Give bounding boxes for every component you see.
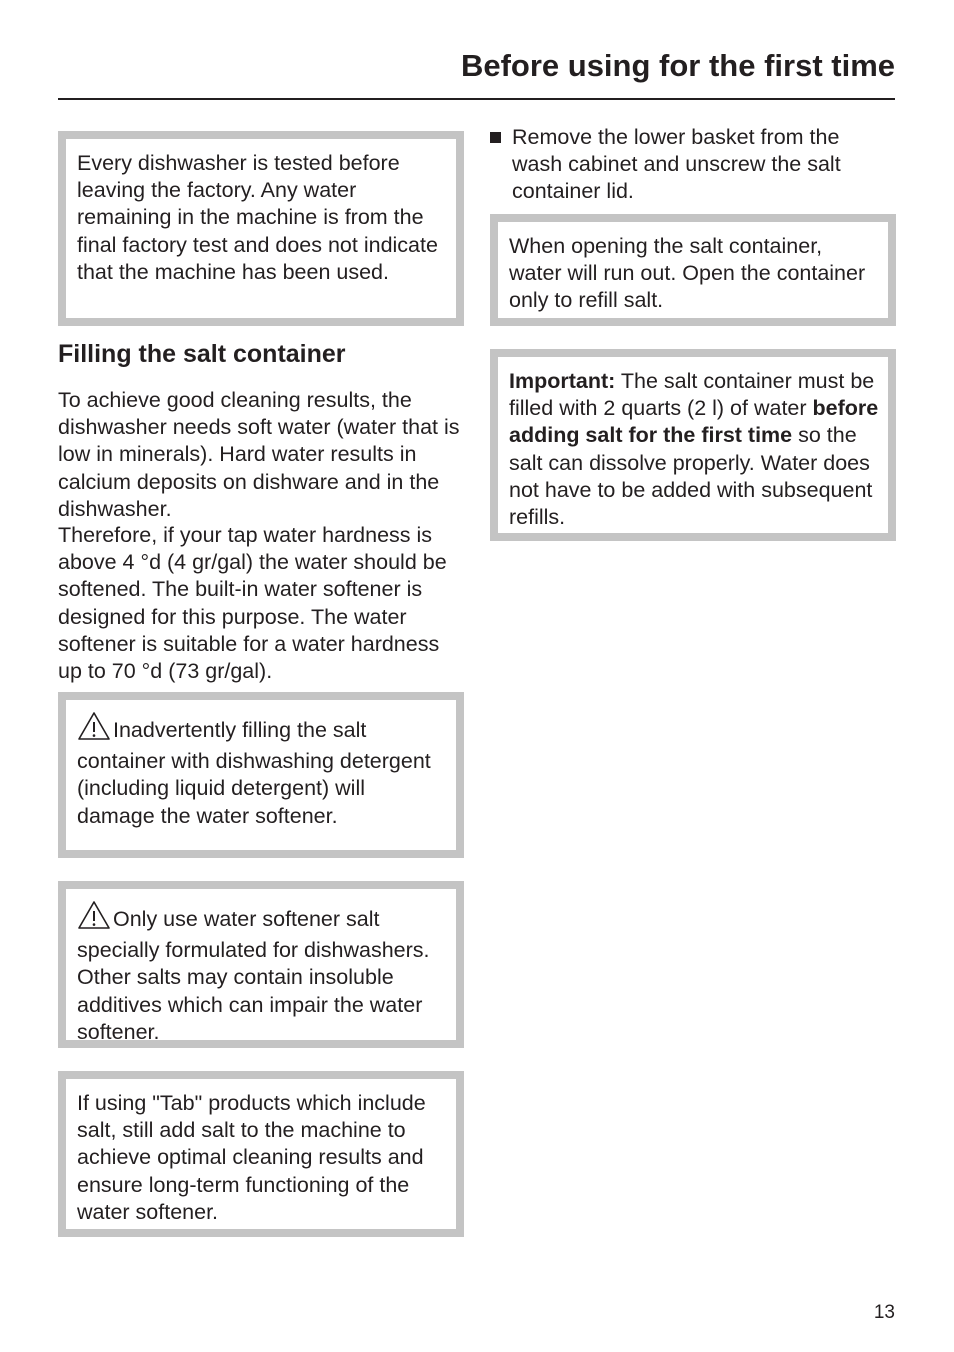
page-number: 13 (873, 1302, 895, 1323)
important-note (490, 349, 896, 541)
list-item (490, 124, 890, 206)
opening-container-note (490, 214, 896, 326)
tab-products-note (58, 1071, 464, 1237)
salt-type-warning (58, 881, 464, 1048)
detergent-warning (58, 692, 464, 858)
opening-container-note-text: When opening the salt container, water will run out. Open the container only to refill salt. (509, 234, 866, 313)
important-bold-text: before adding salt for the first time (509, 396, 879, 448)
section-heading: Filling the salt container (58, 340, 346, 368)
page-title: Before using for the first time (460, 48, 895, 83)
steps-list (490, 124, 890, 206)
tab-products-note-text: If using "Tab" products which include salt, still add salt to the machine to achieve optimal cleaning results and ensure long-term functioning of the water softener. (77, 1091, 426, 1224)
hardness-paragraph: Therefore, if your tap water hardness is above 4 °d (4 gr/gal) the water should be softened. The built-in water softener is designed for this purpose. The water softener is suitable for a water hardness up to 70 °d (73 gr/gal). (58, 523, 447, 684)
detergent-warning-text: Inadvertently filling the salt container with dishwashing detergent (including liquid detergent) will damage the water softener. (77, 718, 431, 828)
factory-test-note-text: Every dishwasher is tested before leaving the factory. Any water remaining in the machine is from the final factory test and does not indicate that the machine has been used. (77, 151, 438, 284)
step-text: Remove the lower basket from the wash cabinet and unscrew the salt container lid. (512, 125, 841, 204)
warning-triangle-icon (77, 900, 111, 937)
important-text-1: The salt container must be filled with 2 quarts (2 l) of water (509, 369, 875, 421)
important-text-2: so the salt can dissolve properly. Water does not have to be added with subsequent refills. (509, 423, 873, 530)
warning-triangle-icon (77, 711, 111, 748)
square-bullet-icon (490, 132, 501, 143)
intro-paragraph: To achieve good cleaning results, the dishwasher needs soft water (water that is low in minerals). Hard water results in calcium deposits on dishware and in the dishwasher. (58, 388, 460, 521)
factory-test-note (58, 131, 464, 326)
salt-type-warning-text: Only use water softener salt specially formulated for dishwashers. Other salts may contain insoluble additives which can impair the water softener. (77, 907, 430, 1044)
important-label: Important: (509, 369, 616, 393)
header-rule (58, 98, 895, 100)
